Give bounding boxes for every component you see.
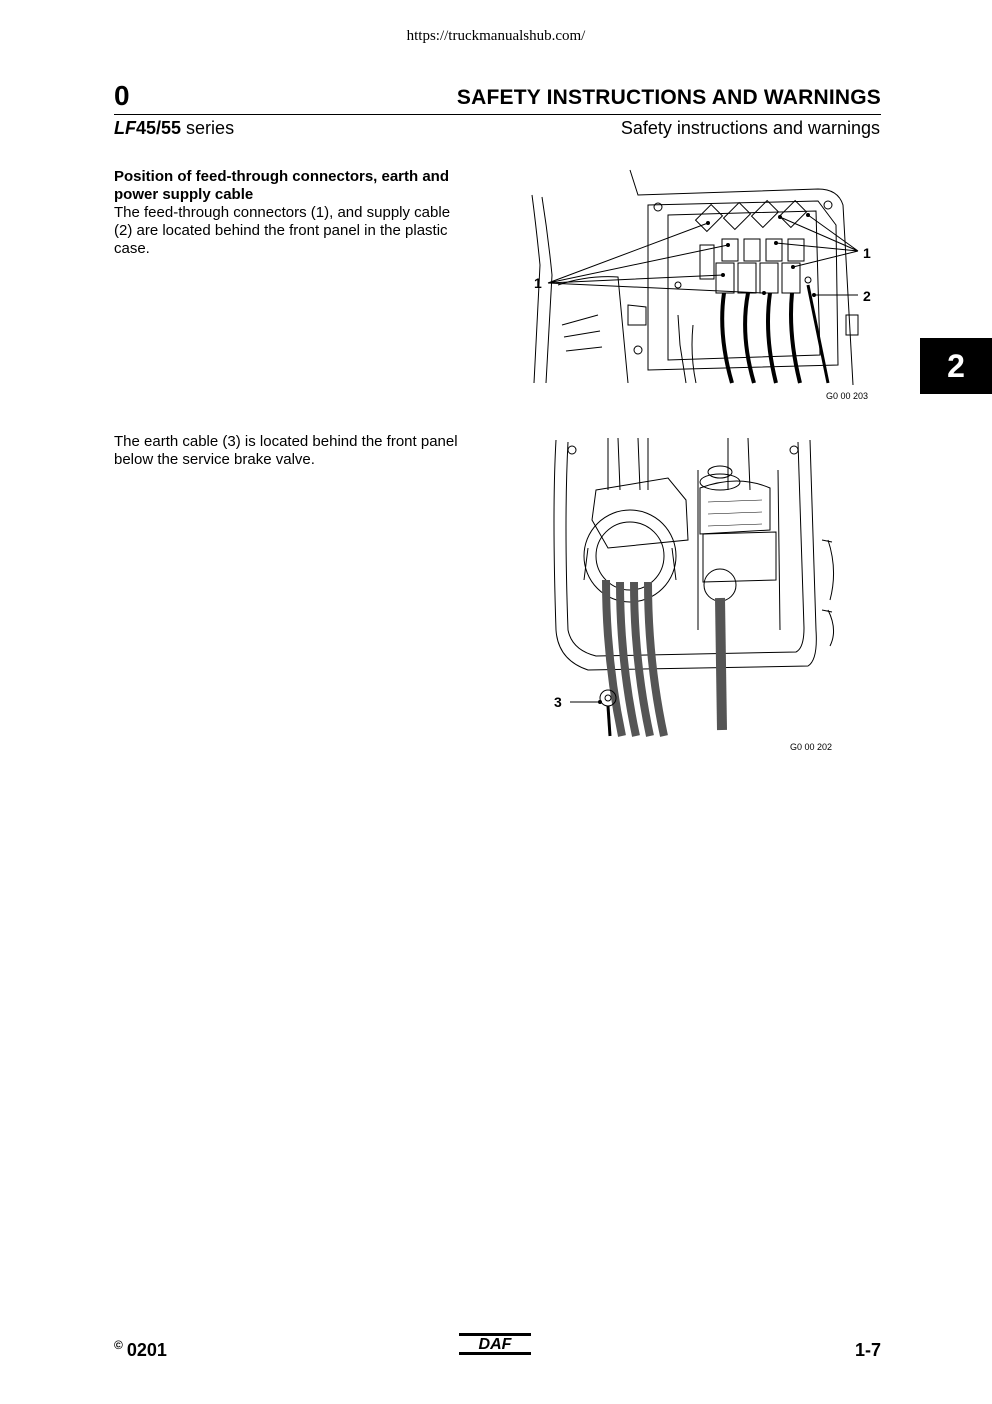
daf-logo	[459, 1333, 531, 1355]
figure-code-2: G0 00 202	[790, 742, 833, 752]
chapter-title: SAFETY INSTRUCTIONS AND WARNINGS	[456, 86, 881, 109]
figure-code-1: G0 00 203	[826, 391, 869, 401]
earth-cable-illustration	[548, 430, 848, 738]
callout-3: 3	[554, 694, 562, 710]
series-word: series	[181, 118, 235, 138]
chapter-tab: 2	[920, 338, 992, 394]
source-url: https://truckmanualshub.com/	[406, 28, 586, 44]
page-number: 1-7	[854, 1340, 881, 1360]
section-body-earth-cable: The earth cable (3) is located behind the front panel below the service brake valve.	[114, 433, 458, 468]
series-label	[114, 118, 234, 139]
connector-case-illustration	[518, 165, 886, 390]
callout-1-right: 1	[863, 245, 871, 261]
logo-text: DAF	[478, 1336, 512, 1353]
date-code: 0201	[126, 1340, 167, 1360]
copyright-symbol: ©	[114, 1338, 123, 1352]
footer-date-code	[114, 1338, 167, 1361]
series-numbers: 45/55	[136, 118, 182, 138]
callout-2: 2	[863, 288, 871, 304]
chapter-number: 0	[114, 80, 130, 111]
section-heading: Position of feed-through connectors, earth and power supply cable	[114, 168, 450, 203]
series-model: LF	[114, 118, 136, 138]
callout-1-left: 1	[534, 275, 542, 291]
header-rule	[114, 114, 881, 115]
section-subtitle: Safety instructions and warnings	[620, 118, 880, 138]
section-body-connectors: The feed-through connectors (1), and supply cable (2) are located behind the front panel in the plastic case.	[114, 204, 451, 257]
